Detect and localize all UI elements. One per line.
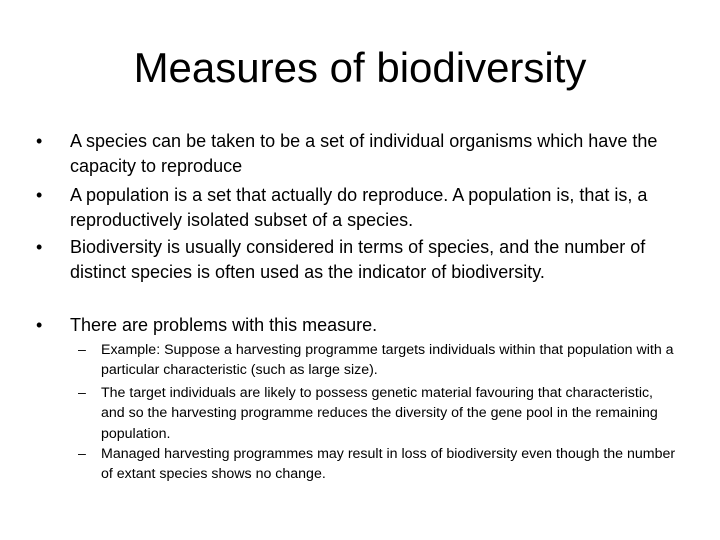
- bullet-item: [36, 183, 686, 232]
- bullet-text: A population is a set that actually do reproduce. A population is, that is, a reproductively isolated subset of a species.: [70, 185, 648, 230]
- bullet-item: [36, 313, 686, 338]
- sub-bullet-marker: –: [78, 385, 86, 401]
- sub-bullet-marker: –: [78, 446, 86, 462]
- bullet-text: Biodiversity is usually considered in terms of species, and the number of distinct species is often used as the indicator of biodiversity.: [70, 237, 646, 282]
- slide-title: Measures of biodiversity: [133, 44, 587, 91]
- sub-bullet-item: [78, 340, 678, 381]
- sub-bullet-item: [78, 383, 678, 444]
- bullet-marker: •: [36, 185, 43, 205]
- sub-bullet-text: Example: Suppose a harvesting programme targets individuals within that population with a particular characteristic (such as large size).: [101, 342, 674, 379]
- sub-bullet-text: Managed harvesting programmes may result in loss of biodiversity even though the number of extant species shows no change.: [101, 446, 676, 483]
- sub-bullet-text: The target individuals are likely to possess genetic material favouring that characteristic, and so the harvesting programme reduces the diversity of the gene pool in the remaining population.: [101, 385, 658, 442]
- bullet-item: [36, 235, 686, 284]
- bullet-text: There are problems with this measure.: [70, 315, 378, 335]
- sub-bullet-item: [78, 444, 678, 485]
- sub-bullet-marker: –: [78, 342, 86, 358]
- bullet-marker: •: [36, 315, 43, 335]
- bullet-text: A species can be taken to be a set of individual organisms which have the capacity to reproduce: [70, 131, 658, 176]
- bullet-marker: •: [36, 237, 43, 257]
- bullet-item: [36, 129, 686, 178]
- bullet-marker: •: [36, 131, 43, 151]
